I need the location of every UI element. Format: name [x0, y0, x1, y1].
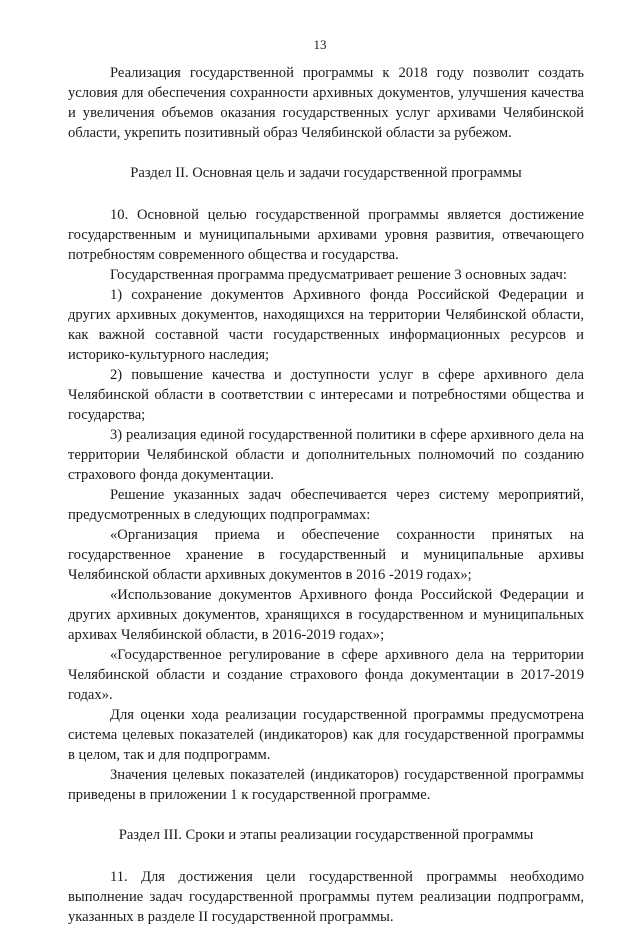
section-2-paragraph: Значения целевых показателей (индикаторов) государственной программы приведены в приложении 1 к государственной программе. [68, 767, 584, 803]
page-number: 13 [313, 37, 327, 52]
subprogram-item-1: «Организация приема и обеспечение сохранности принятых на государственное хранение в государственный и муниципальные архивы Челябинской области архивных документов в 2016 -2019 годах»; [68, 527, 584, 583]
section-2-paragraph: Государственная программа предусматривает решение 3 основных задач: [110, 267, 567, 283]
intro-paragraph: Реализация государственной программы к 2018 году позволит создать условия для обеспечения сохранности архивных документов, улучшения качества и увеличения объемов оказания государственных услуг архивами Челябинской области, укрепить позитивный образ Челябинской области за рубежом. [68, 65, 584, 141]
subprogram-item-2: «Использование документов Архивного фонда Российской Федерации и других архивных документов, хранящихся в государственном и муниципальных архивах Челябинской области, в 2016-2019 годах»; [68, 587, 584, 643]
task-item-1: 1) сохранение документов Архивного фонда Российской Федерации и других архивных документов, находящихся на территории Челябинской области, как важной составной части государственных информационных ресурсов и историко-культурного наследия; [68, 287, 584, 363]
document-body [68, 63, 584, 927]
section-2-heading: Раздел II. Основная цель и задачи государственной программы [130, 165, 522, 181]
section-2-paragraph: Решение указанных задач обеспечивается через систему мероприятий, предусмотренных в следующих подпрограммах: [68, 487, 584, 523]
section-2-paragraph: Для оценки хода реализации государственной программы предусмотрена система целевых показателей (индикаторов) как для государственной программы в целом, так и для подпрограмм. [68, 707, 584, 763]
task-item-2: 2) повышение качества и доступности услуг в сфере архивного дела Челябинской области в соответствии с интересами и потребностями общества и государства; [68, 367, 584, 423]
task-item-3: 3) реализация единой государственной политики в сфере архивного дела на территории Челябинской области и дополнительных полномочий по созданию страхового фонда документации. [68, 427, 584, 483]
section-3-paragraph: 11. Для достижения цели государственной программы необходимо выполнение задач государственной программы путем реализации подпрограмм, указанных в разделе II государственной программы. [68, 869, 584, 925]
section-3-heading: Раздел III. Сроки и этапы реализации государственной программы [118, 827, 534, 843]
subprogram-item-3: «Государственное регулирование в сфере архивного дела на территории Челябинской области и создание страхового фонда документации в 2017-2019 годах». [68, 647, 584, 703]
section-2-paragraph: 10. Основной целью государственной программы является достижение государственным и муниципальными архивами уровня развития, отвечающего потребностям современного общества и государства. [68, 207, 584, 263]
